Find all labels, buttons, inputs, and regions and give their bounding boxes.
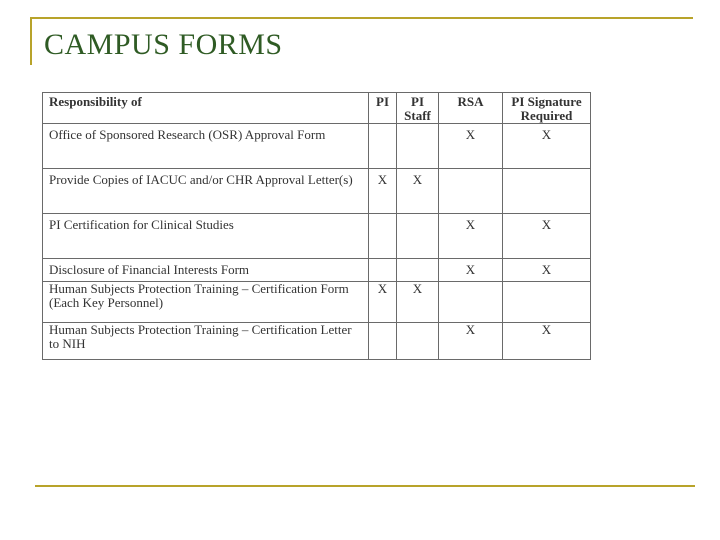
cell-rsa (439, 282, 503, 323)
cell-pi-signature (503, 282, 591, 323)
cell-pi-signature: X (503, 323, 591, 360)
header-rsa: RSA (439, 93, 503, 124)
cell-pi-staff: X (397, 169, 439, 214)
cell-pi-signature (503, 169, 591, 214)
cell-pi-signature: X (503, 259, 591, 282)
cell-pi-staff (397, 259, 439, 282)
table-header-row (43, 93, 591, 124)
row-label: PI Certification for Clinical Studies (43, 214, 369, 259)
row-label: Office of Sponsored Research (OSR) Approval Form (43, 124, 369, 169)
cell-rsa: X (439, 124, 503, 169)
header-pi-signature: PI Signature Required (503, 93, 591, 124)
cell-pi-staff (397, 124, 439, 169)
cell-pi (369, 214, 397, 259)
table-row (43, 323, 591, 360)
cell-pi-staff: X (397, 282, 439, 323)
bottom-rule (35, 485, 695, 487)
cell-rsa: X (439, 214, 503, 259)
cell-pi-staff (397, 214, 439, 259)
top-rule (30, 17, 693, 19)
table-row (43, 214, 591, 259)
cell-pi-signature: X (503, 214, 591, 259)
header-pi: PI (369, 93, 397, 124)
table-row (43, 124, 591, 169)
table-row (43, 282, 591, 323)
cell-pi: X (369, 282, 397, 323)
row-label: Human Subjects Protection Training – Certification Letter to NIH (43, 323, 369, 360)
cell-pi (369, 124, 397, 169)
table-row (43, 169, 591, 214)
row-label: Provide Copies of IACUC and/or CHR Approval Letter(s) (43, 169, 369, 214)
row-label: Human Subjects Protection Training – Certification Form (Each Key Personnel) (43, 282, 369, 323)
slide-title: CAMPUS FORMS (44, 28, 283, 61)
row-label: Disclosure of Financial Interests Form (43, 259, 369, 282)
cell-pi-signature: X (503, 124, 591, 169)
header-pi-staff: PI Staff (397, 93, 439, 124)
table-row (43, 259, 591, 282)
cell-pi (369, 259, 397, 282)
cell-rsa: X (439, 259, 503, 282)
cell-pi (369, 323, 397, 360)
cell-rsa (439, 169, 503, 214)
cell-pi: X (369, 169, 397, 214)
cell-pi-staff (397, 323, 439, 360)
campus-forms-table (42, 92, 591, 360)
cell-rsa: X (439, 323, 503, 360)
left-rule (30, 17, 32, 65)
header-responsibility: Responsibility of (43, 93, 369, 124)
